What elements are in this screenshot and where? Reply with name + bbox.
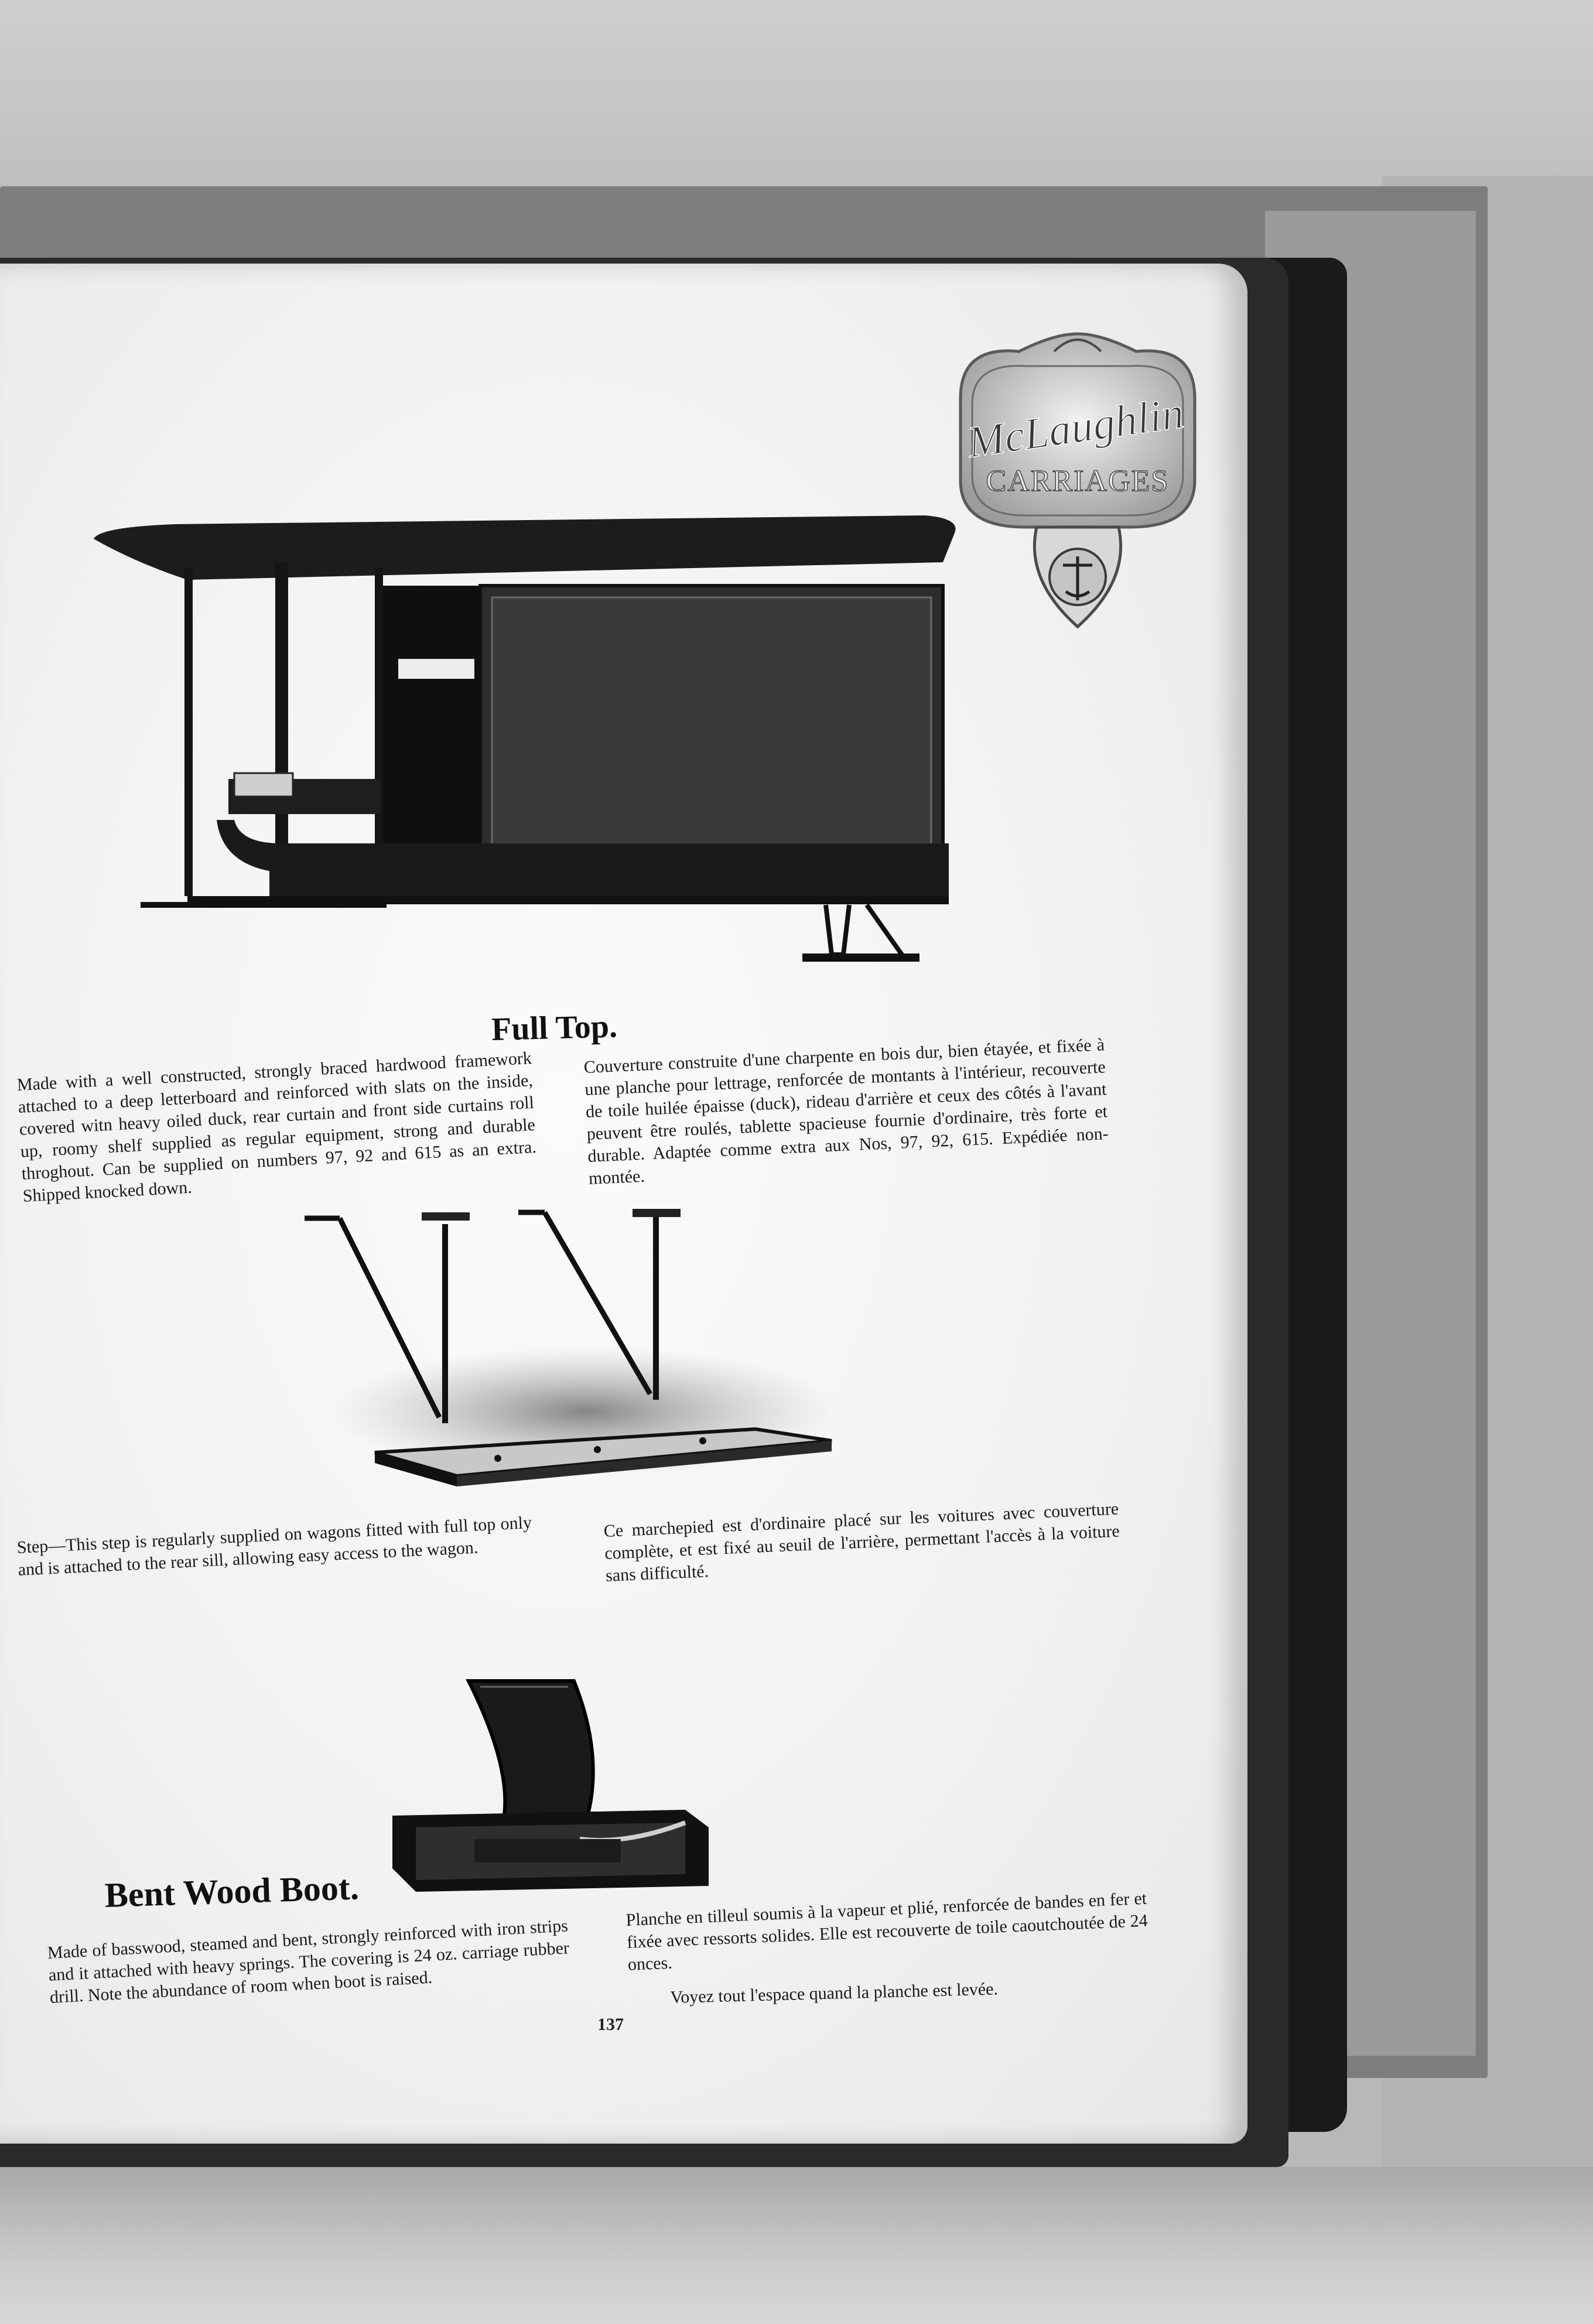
- page-number: 137: [597, 2015, 624, 2034]
- bent-wood-boot-title: Bent Wood Boot.: [104, 1868, 360, 1915]
- full-top-english-text: Made with a well constructed, strongly braced hardwood framework attached to a deep letterboard and reinforced with slats on the inside, covered witn heavy oiled duck, rear curtain and front side curtains roll up, roomy shelf supplied as regular equipment, strong and durable throghout. Can be supplied on numbers 97, 92 and 615 as an extra. Shipped knocked down.: [16, 1048, 537, 1206]
- background-top: [0, 0, 1593, 211]
- step-english-text: Step—This step is regularly supplied on wagons fitted with full top only and is attached to the rear sill, allowing easy access to the wagon.: [16, 1513, 532, 1580]
- bent-wood-boot-french-note: Voyez tout l'espace quand la planche est levée.: [670, 1979, 999, 2007]
- bent-wood-boot-english-text: Made of basswood, steamed and bent, strongly reinforced with iron strips and it attached with heavy springs. The covering is 24 oz. carriage rubber drill. Note the abundance of room when boot is raised.: [47, 1916, 570, 2007]
- full-top-illustration: [82, 492, 972, 914]
- step-illustration: [305, 1201, 867, 1505]
- bent-wood-boot-french-text: Planche en tilleul soumis à la vapeur et plié, renforcée de bandes en fer et fixée avec ressorts solides. Elle est recouverte de toile caoutchoutée de 24 onces.: [625, 1888, 1148, 1974]
- mclaughlin-logo: [937, 334, 1218, 650]
- logo-emblem-graphic: [937, 334, 1218, 650]
- logo-line2: CARRIAGES: [986, 464, 1170, 498]
- step-french-text: Ce marchepied est d'ordinaire placé sur les voitures avec couverture complète, et est fixé au seuil de l'arrière, permettant l'accès à la voiture sans difficulté.: [603, 1499, 1120, 1585]
- full-top-title: Full Top.: [491, 1008, 618, 1048]
- catalogue-page: [0, 264, 1247, 2144]
- full-top-french-text: Couverture construite d'une charpente en bois dur, bien étayée, et fixée à une planche pour lettrage, renforcée de montants à l'intérieur, recouverte de toile huilée épaisse (duck), rideau d'arrière et ceux des côtés à l'avant peuvent être roulés, tablette spacieuse fournie d'ordinaire, très forte et durable. Adaptée comme extra aux Nos, 97, 92, 615. Expédiée non-montée.: [583, 1035, 1109, 1188]
- bent-wood-boot-illustration: [381, 1669, 756, 1903]
- background-bottom: [0, 2167, 1593, 2324]
- logo-line1: McLaughlin: [964, 388, 1187, 467]
